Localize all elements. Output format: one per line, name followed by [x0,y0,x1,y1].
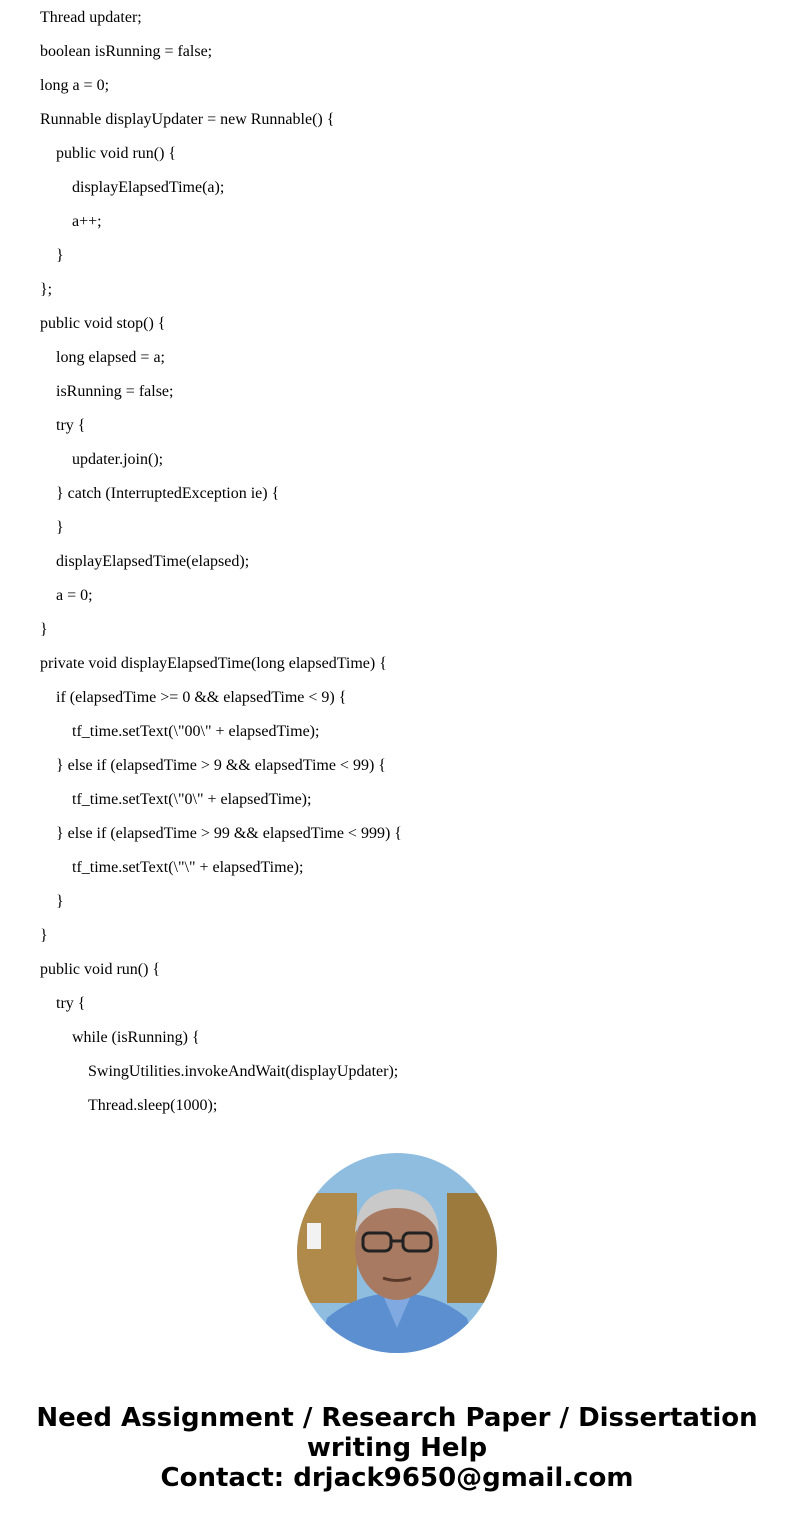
footer-line-1: Need Assignment / Research Paper / Dissertation [36,1403,758,1433]
code-line: tf_time.setText(\"00\" + elapsedTime); [72,723,320,740]
footer-line-2: writing Help [306,1433,488,1463]
code-line: Thread.sleep(1000); [88,1097,218,1114]
footer-line-3: Contact: drjack9650@gmail.com [160,1463,634,1493]
code-line: } catch (InterruptedException ie) { [56,485,280,502]
code-line: tf_time.setText(\"0\" + elapsedTime); [72,791,312,808]
code-line: a = 0; [56,587,93,604]
code-line: Runnable displayUpdater = new Runnable() { [40,111,335,128]
code-line: } [56,247,64,264]
code-line: SwingUtilities.invokeAndWait(displayUpdater); [88,1063,399,1080]
code-line: boolean isRunning = false; [40,43,213,60]
code-line: try { [56,995,86,1012]
code-line: } [40,621,48,638]
code-line: try { [56,417,86,434]
code-line: long elapsed = a; [56,349,165,366]
code-line: displayElapsedTime(a); [72,179,225,196]
code-line: public void stop() { [40,315,166,332]
code-line: a++; [72,213,102,230]
code-line: }; [40,281,53,298]
code-line: isRunning = false; [56,383,174,400]
footer-contact [0,1403,794,1493]
code-line: displayElapsedTime(elapsed); [56,553,250,570]
code-line: } else if (elapsedTime > 99 && elapsedTime < 999) { [56,825,402,842]
code-line: public void run() { [56,145,177,162]
code-listing [40,1,780,1123]
code-line: public void run() { [40,961,161,978]
code-line: while (isRunning) { [72,1029,200,1046]
code-line: long a = 0; [40,77,110,94]
code-line: } [40,927,48,944]
code-line: } [56,893,64,910]
author-avatar [297,1153,497,1353]
code-line: } [56,519,64,536]
code-line: private void displayElapsedTime(long elapsedTime) { [40,655,387,672]
code-line: updater.join(); [72,451,164,468]
code-line: tf_time.setText(\"\" + elapsedTime); [72,859,304,876]
code-line: } else if (elapsedTime > 9 && elapsedTime < 99) { [56,757,386,774]
code-line: if (elapsedTime >= 0 && elapsedTime < 9) { [56,689,347,706]
code-line: Thread updater; [40,9,142,26]
